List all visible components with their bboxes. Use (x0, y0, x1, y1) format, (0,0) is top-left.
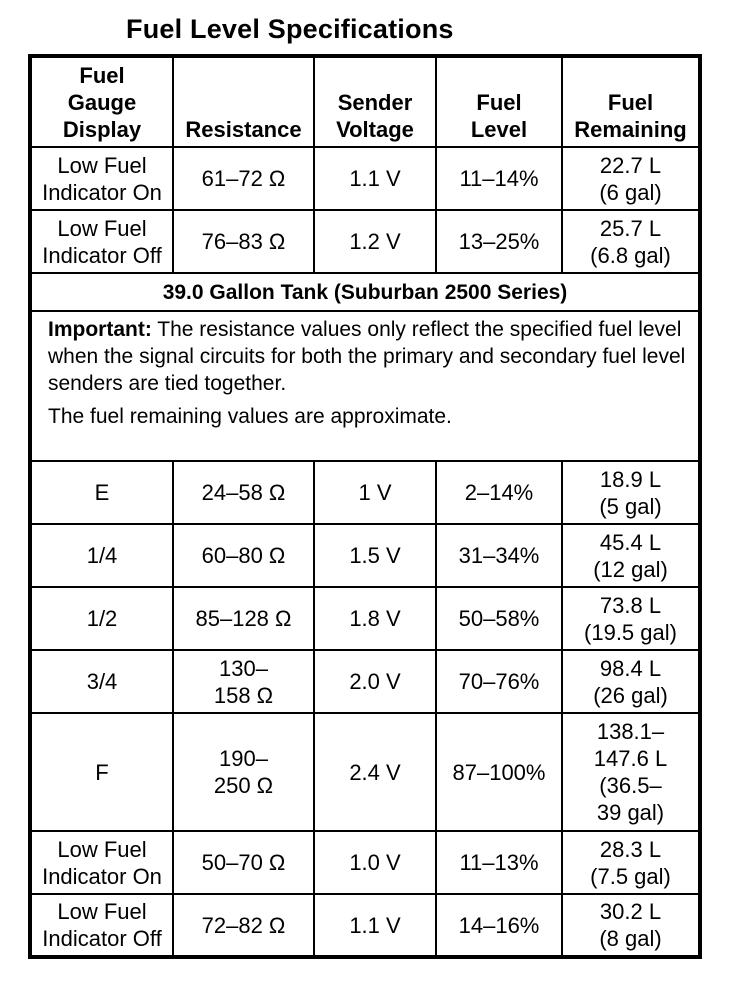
gauge-display-cell: 3/4 (30, 650, 173, 713)
header-fuel-gauge-display: Fuel Gauge Display (30, 56, 173, 147)
header-fuel-level: Fuel Level (436, 56, 562, 147)
fuel-remaining-cell: 138.1– 147.6 L (36.5– 39 gal) (562, 713, 700, 831)
resistance-cell: 60–80 Ω (173, 524, 314, 587)
fuel-level-cell: 31–34% (436, 524, 562, 587)
fuel-spec-table (28, 54, 702, 959)
fuel-remaining-cell: 45.4 L (12 gal) (562, 524, 700, 587)
important-text: The resistance values only reflect the specified fuel level when the signal circuits for both the primary and secondary fuel level senders are tied together. (48, 318, 686, 395)
voltage-cell: 1.0 V (314, 831, 436, 894)
page-title: Fuel Level Specifications (126, 14, 454, 44)
gauge-display-cell: Low Fuel Indicator On (30, 831, 173, 894)
fuel-level-cell: 70–76% (436, 650, 562, 713)
gauge-display-cell: Low Fuel Indicator Off (30, 894, 173, 957)
important-note (30, 311, 700, 461)
resistance-cell: 50–70 Ω (173, 831, 314, 894)
fuel-level-cell: 11–14% (436, 147, 562, 210)
fuel-level-cell: 13–25% (436, 210, 562, 273)
voltage-cell: 2.4 V (314, 713, 436, 831)
voltage-cell: 2.0 V (314, 650, 436, 713)
header-row (30, 56, 700, 147)
resistance-cell: 85–128 Ω (173, 587, 314, 650)
gauge-display-cell: Low Fuel Indicator On (30, 147, 173, 210)
note-row (30, 311, 700, 461)
resistance-cell: 76–83 Ω (173, 210, 314, 273)
approximate-note: The fuel remaining values are approximate. (48, 405, 452, 428)
resistance-cell: 24–58 Ω (173, 461, 314, 524)
table-row (30, 147, 700, 210)
fuel-level-cell: 11–13% (436, 831, 562, 894)
tank-title: 39.0 Gallon Tank (Suburban 2500 Series) (30, 273, 700, 311)
resistance-cell: 61–72 Ω (173, 147, 314, 210)
voltage-cell: 1.8 V (314, 587, 436, 650)
voltage-cell: 1 V (314, 461, 436, 524)
resistance-cell: 130– 158 Ω (173, 650, 314, 713)
table-row (30, 524, 700, 587)
header-resistance: Resistance (173, 56, 314, 147)
table-row (30, 210, 700, 273)
fuel-level-cell: 87–100% (436, 713, 562, 831)
fuel-remaining-cell: 25.7 L (6.8 gal) (562, 210, 700, 273)
resistance-cell: 72–82 Ω (173, 894, 314, 957)
table-row (30, 461, 700, 524)
fuel-remaining-cell: 73.8 L (19.5 gal) (562, 587, 700, 650)
header-fuel-remaining: Fuel Remaining (562, 56, 700, 147)
table-row (30, 587, 700, 650)
important-paragraph (48, 316, 688, 397)
important-label: Important: (48, 318, 152, 341)
table-row (30, 894, 700, 957)
gauge-display-cell: 1/4 (30, 524, 173, 587)
fuel-level-cell: 14–16% (436, 894, 562, 957)
gauge-display-cell: E (30, 461, 173, 524)
tank-title-row (30, 273, 700, 311)
resistance-cell: 190– 250 Ω (173, 713, 314, 831)
fuel-remaining-cell: 28.3 L (7.5 gal) (562, 831, 700, 894)
voltage-cell: 1.1 V (314, 894, 436, 957)
fuel-remaining-cell: 98.4 L (26 gal) (562, 650, 700, 713)
table-row (30, 650, 700, 713)
gauge-display-cell: F (30, 713, 173, 831)
fuel-remaining-cell: 18.9 L (5 gal) (562, 461, 700, 524)
fuel-remaining-cell: 22.7 L (6 gal) (562, 147, 700, 210)
header-sender-voltage: Sender Voltage (314, 56, 436, 147)
table-row (30, 831, 700, 894)
voltage-cell: 1.2 V (314, 210, 436, 273)
fuel-level-cell: 50–58% (436, 587, 562, 650)
gauge-display-cell: 1/2 (30, 587, 173, 650)
table-row (30, 713, 700, 831)
fuel-remaining-cell: 30.2 L (8 gal) (562, 894, 700, 957)
fuel-level-cell: 2–14% (436, 461, 562, 524)
gauge-display-cell: Low Fuel Indicator Off (30, 210, 173, 273)
voltage-cell: 1.5 V (314, 524, 436, 587)
voltage-cell: 1.1 V (314, 147, 436, 210)
